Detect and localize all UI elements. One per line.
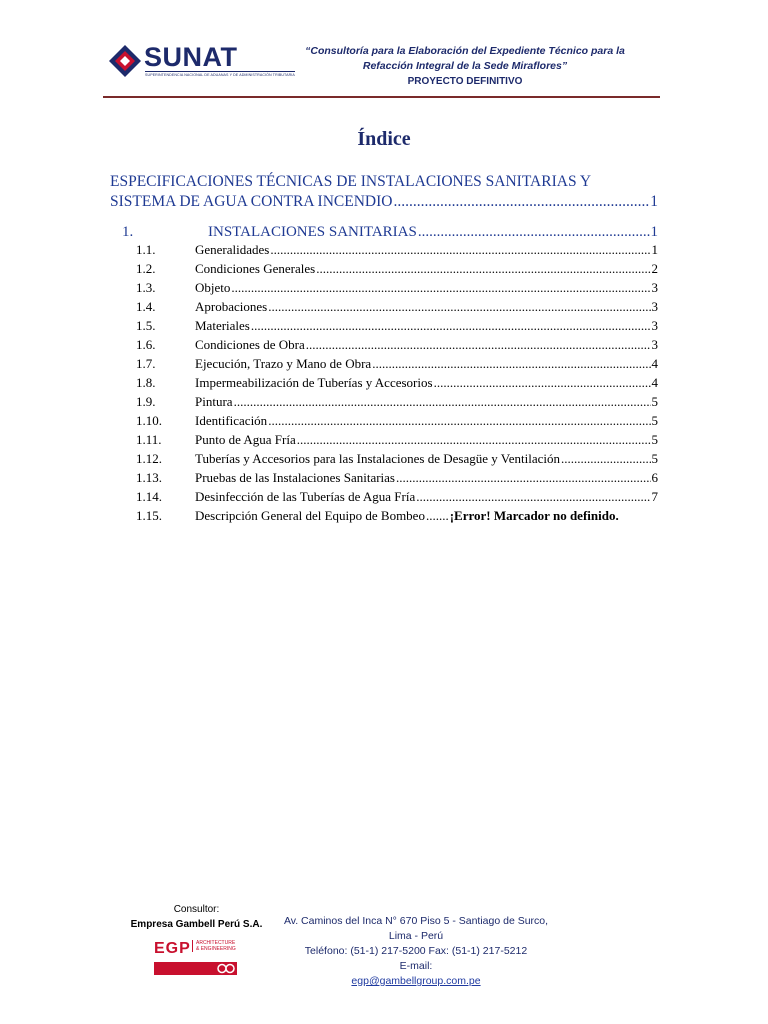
toc-item-label: Desinfección de las Tuberías de Agua Fría bbox=[195, 489, 416, 504]
toc-section-number: 1. bbox=[122, 224, 134, 240]
project-label: PROYECTO DEFINITIVO bbox=[407, 76, 523, 87]
consultor-label: Consultor: bbox=[173, 904, 220, 915]
header-title-line1: “Consultoría para la Elaboración del Expediente Técnico para la bbox=[305, 45, 625, 57]
toc-item-number: 1.14. bbox=[136, 489, 162, 504]
logo-text: SUNAT bbox=[144, 42, 238, 72]
toc-main-line1: ESPECIFICACIONES TÉCNICAS DE INSTALACIONES SANITARIAS Y bbox=[110, 173, 592, 190]
sunat-logo bbox=[108, 42, 295, 82]
toc-item-number: 1.12. bbox=[136, 451, 162, 466]
toc-item-page: 1 bbox=[651, 242, 658, 257]
toc-item-number: 1.15. bbox=[136, 508, 162, 523]
toc-item[interactable] bbox=[136, 356, 658, 375]
leader-dots bbox=[561, 451, 651, 467]
leader-dots bbox=[270, 242, 650, 258]
toc-item-page: 5 bbox=[651, 394, 658, 409]
egp-tagline-line1: ARCHITECTURE bbox=[196, 940, 236, 946]
toc-item-number: 1.3. bbox=[136, 280, 156, 295]
toc-item-page: 3 bbox=[651, 318, 658, 333]
email-link[interactable]: egp@gambellgroup.com.pe bbox=[351, 975, 481, 987]
leader-dots bbox=[416, 489, 650, 505]
toc-main-line2: SISTEMA DE AGUA CONTRA INCENDIO bbox=[110, 193, 393, 210]
leader-dots bbox=[268, 413, 650, 429]
leader-dots bbox=[268, 299, 650, 315]
toc-item[interactable] bbox=[136, 242, 658, 261]
header-title-line2: Refacción Integral de la Sede Miraflores” bbox=[362, 60, 568, 72]
toc-item-number: 1.2. bbox=[136, 261, 156, 276]
toc-section-label: INSTALACIONES SANITARIAS bbox=[208, 224, 417, 240]
toc-section-entry[interactable] bbox=[122, 224, 658, 241]
toc-item[interactable] bbox=[136, 318, 658, 337]
toc-item-page: 3 bbox=[651, 337, 658, 352]
bookmark-error: ¡Error! Marcador no definido. bbox=[449, 508, 619, 523]
address-line1: Av. Caminos del Inca N° 670 Piso 5 - Santiago de Surco, bbox=[283, 915, 549, 927]
toc-item-page: 5 bbox=[651, 413, 658, 428]
toc-item-page: 6 bbox=[651, 470, 658, 485]
toc-item-page: 3 bbox=[651, 299, 658, 314]
sunat-diamond-icon bbox=[108, 44, 142, 78]
toc-item-label: Pruebas de las Instalaciones Sanitarias bbox=[195, 470, 395, 485]
toc-item[interactable] bbox=[136, 432, 658, 451]
toc-item-label: Descripción General del Equipo de Bombeo bbox=[195, 508, 425, 523]
leader-dots bbox=[306, 337, 651, 353]
leader-dots bbox=[434, 375, 651, 391]
toc-list bbox=[136, 242, 658, 527]
toc-item[interactable] bbox=[136, 261, 658, 280]
toc-item-page: 3 bbox=[651, 280, 658, 295]
toc-item[interactable] bbox=[136, 375, 658, 394]
header-title bbox=[290, 44, 640, 89]
toc-item-page: 7 bbox=[651, 489, 658, 504]
header-divider bbox=[103, 96, 660, 98]
toc-item-number: 1.10. bbox=[136, 413, 162, 428]
toc-section-page: 1 bbox=[650, 224, 658, 240]
toc-item-number: 1.1. bbox=[136, 242, 156, 257]
toc-item-label: Generalidades bbox=[195, 242, 270, 257]
toc-item-number: 1.11. bbox=[136, 432, 162, 447]
leader-dots bbox=[251, 318, 651, 334]
toc-item-last[interactable] bbox=[136, 508, 658, 527]
toc-item-label: Impermeabilización de Tuberías y Accesorios bbox=[195, 375, 433, 390]
logo-subtitle: SUPERINTENDENCIA NACIONAL DE ADUANAS Y DE ADMINISTRACIÓN TRIBUTARIA bbox=[145, 73, 295, 77]
toc-item[interactable] bbox=[136, 299, 658, 318]
toc-item-label: Materiales bbox=[195, 318, 250, 333]
toc-item[interactable] bbox=[136, 489, 658, 508]
toc-item-number: 1.7. bbox=[136, 356, 156, 371]
leader-dots: ....... bbox=[425, 508, 449, 523]
address-block bbox=[282, 914, 550, 989]
toc-item[interactable] bbox=[136, 470, 658, 489]
toc-item[interactable] bbox=[136, 337, 658, 356]
company-name: Empresa Gambell Perú S.A. bbox=[130, 919, 263, 930]
leader-dots bbox=[418, 224, 650, 241]
toc-item-label: Tuberías y Accesorios para las Instalaciones de Desagüe y Ventilación bbox=[195, 451, 560, 466]
toc-item-page: 5 bbox=[651, 451, 658, 466]
consultor-block bbox=[130, 902, 263, 932]
egp-logo-text: EGP bbox=[154, 940, 191, 957]
toc-item-page: 4 bbox=[651, 356, 658, 371]
gg-monogram-icon bbox=[154, 962, 237, 975]
leader-dots bbox=[234, 394, 651, 410]
toc-item-label: Punto de Agua Fría bbox=[195, 432, 296, 447]
toc-item-label: Aprobaciones bbox=[195, 299, 268, 314]
toc-item-label: Condiciones Generales bbox=[195, 261, 316, 276]
toc-item-page: 5 bbox=[651, 432, 658, 447]
egp-tagline bbox=[192, 940, 236, 952]
toc-item[interactable] bbox=[136, 451, 658, 470]
phone-fax: Teléfono: (51-1) 217-5200 Fax: (51-1) 217-5212 bbox=[304, 945, 528, 957]
toc-item-page: 4 bbox=[651, 375, 658, 390]
leader-dots bbox=[231, 280, 650, 296]
toc-item-label: Condiciones de Obra bbox=[195, 337, 305, 352]
leader-dots bbox=[316, 261, 650, 277]
index-title: Índice bbox=[357, 128, 411, 150]
toc-item-number: 1.5. bbox=[136, 318, 156, 333]
toc-item[interactable] bbox=[136, 413, 658, 432]
toc-item-number: 1.4. bbox=[136, 299, 156, 314]
egp-logo bbox=[154, 940, 240, 976]
leader-dots bbox=[396, 470, 651, 486]
toc-main-page: 1 bbox=[650, 193, 658, 210]
address-line2: Lima - Perú bbox=[388, 930, 444, 942]
leader-dots bbox=[297, 432, 651, 448]
toc-item-number: 1.6. bbox=[136, 337, 156, 352]
toc-item[interactable] bbox=[136, 280, 658, 299]
toc-item-number: 1.9. bbox=[136, 394, 156, 409]
toc-item-label: Objeto bbox=[195, 280, 231, 295]
egp-tagline-line2: & ENGINEERING bbox=[196, 946, 236, 952]
email-label: E-mail: bbox=[399, 960, 433, 972]
toc-item-label: Identificación bbox=[195, 413, 268, 428]
egp-red-bar bbox=[154, 962, 237, 975]
toc-item[interactable] bbox=[136, 394, 658, 413]
leader-dots bbox=[372, 356, 650, 372]
toc-item-page: 2 bbox=[651, 261, 658, 276]
toc-main-entry[interactable] bbox=[110, 172, 658, 212]
toc-item-label: Ejecución, Trazo y Mano de Obra bbox=[195, 356, 372, 371]
email-line bbox=[282, 959, 550, 989]
leader-dots bbox=[393, 192, 649, 212]
toc-item-label: Pintura bbox=[195, 394, 233, 409]
toc-item-number: 1.8. bbox=[136, 375, 156, 390]
toc-item-number: 1.13. bbox=[136, 470, 162, 485]
